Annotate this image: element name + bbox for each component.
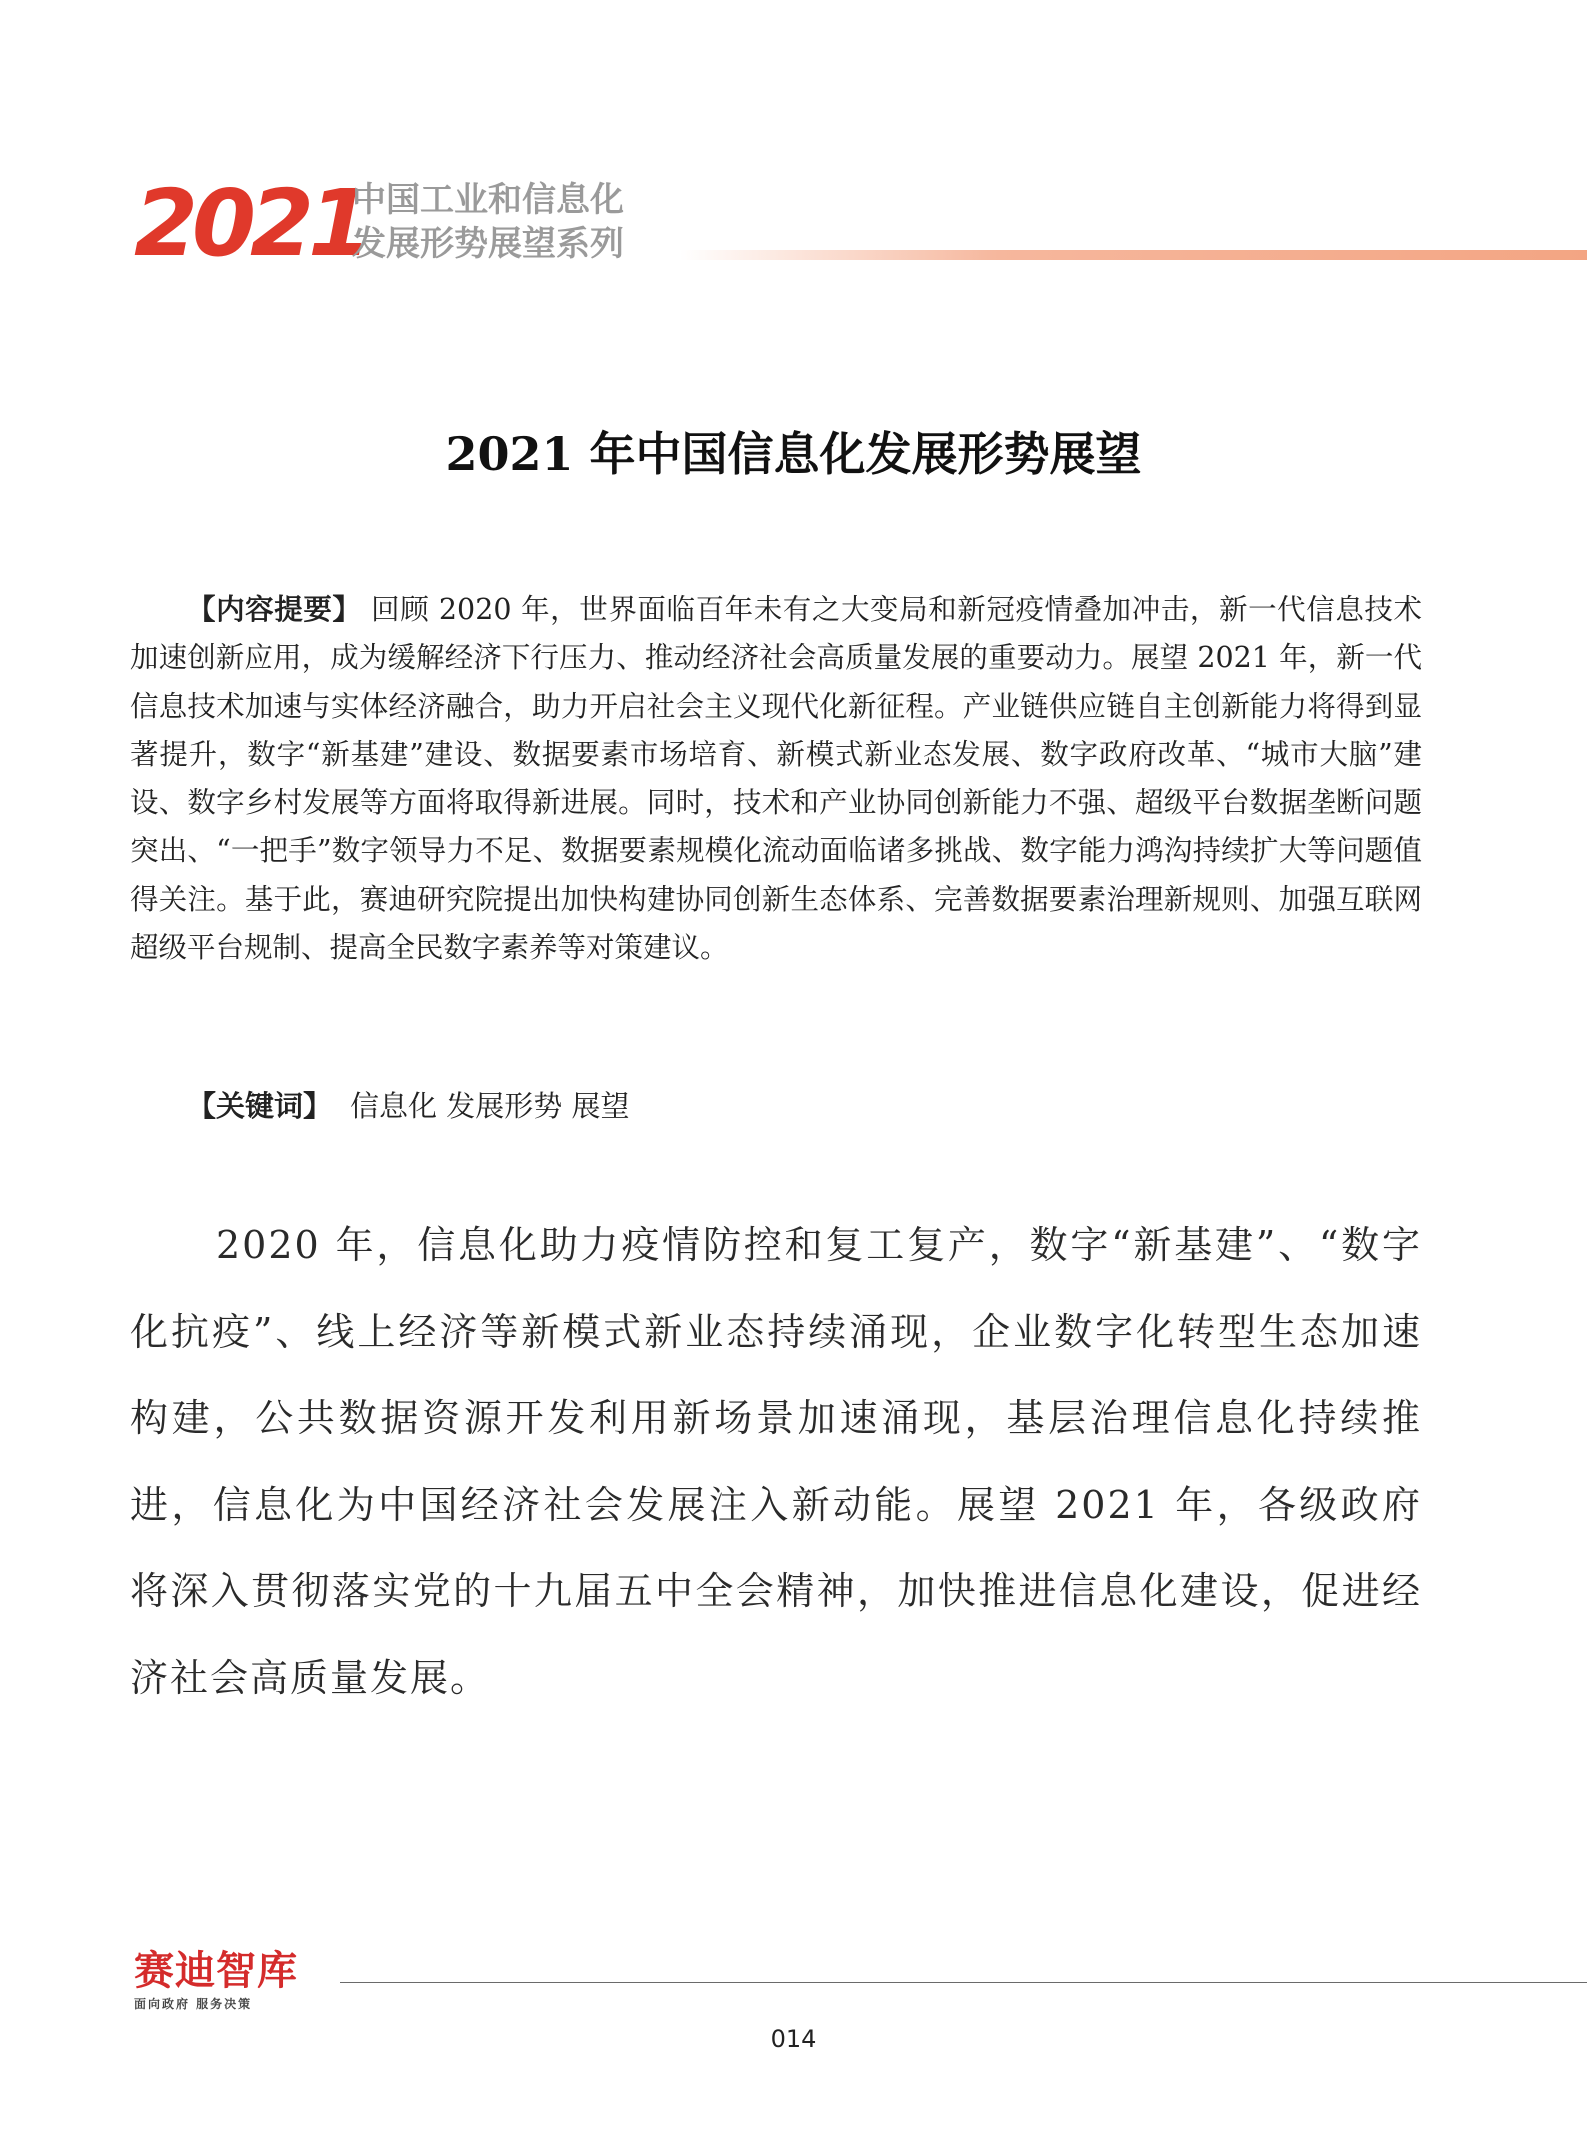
series-logo-year: 2021 — [134, 170, 367, 277]
header-gradient-bar — [680, 250, 1587, 260]
brand-name: 赛迪智库 — [134, 1948, 298, 1994]
series-logo — [134, 170, 367, 277]
series-title-line-2: 发展形势展望系列 — [352, 224, 624, 264]
page-number: 014 — [770, 2025, 817, 2053]
keywords-list: 信息化 发展形势 展望 — [350, 1089, 630, 1123]
series-title-line-1: 中国工业和信息化 — [352, 180, 624, 220]
abstract-text: 回顾 2020 年，世界面临百年未有之大变局和新冠疫情叠加冲击，新一代信息技术加速创新应用，成为缓解经济下行压力、推动经济社会高质量发展的重要动力。展望 2021 年，新一代信息技术加速与实体经济融合，助力开启社会主义现代化新征程。产业链供应链自主创新能力将得到显著提升，数字“新基建”建设、数据要素市场培育、新模式新业态发展、数字政府改革、“城市大脑”建设、数字乡村发展等方面将取得新进展。同时，技术和产业协同创新能力不强、超级平台数据垄断问题突出、“一把手”数字领导力不足、数据要素规模化流动面临诸多挑战、数字能力鸿沟持续扩大等问题值得关注。基于此，赛迪研究院提出加快构建协同创新生态体系、完善数据要素治理新规则、加强互联网超级平台规制、提高全民数字素养等对策建议。 — [130, 593, 1422, 965]
keywords-line — [187, 1082, 629, 1130]
abstract-paragraph — [130, 586, 1422, 972]
document-title: 2021 年中国信息化发展形势展望 — [445, 427, 1142, 481]
keywords-label: 【关键词】 — [187, 1089, 333, 1123]
abstract-label: 【内容提要】 — [187, 593, 362, 626]
brand-slogan: 面向政府 服务决策 — [134, 1997, 253, 2011]
body-paragraph: 2020 年，信息化助力疫情防控和复工复产，数字“新基建”、“数字化抗疫”、线上经济等新模式新业态持续涌现，企业数字化转型生态加速构建，公共数据资源开发利用新场景加速涌现，基层治理信息化持续推进，信息化为中国经济社会发展注入新动能。展望 2021 年，各级政府将深入贯彻落实党的十九届五中全会精神，加快推进信息化建设，促进经济社会高质量发展。 — [130, 1223, 1422, 1700]
series-title — [352, 178, 624, 266]
footer-divider — [340, 1982, 1587, 1983]
footer-brand-logo — [134, 1948, 298, 2012]
